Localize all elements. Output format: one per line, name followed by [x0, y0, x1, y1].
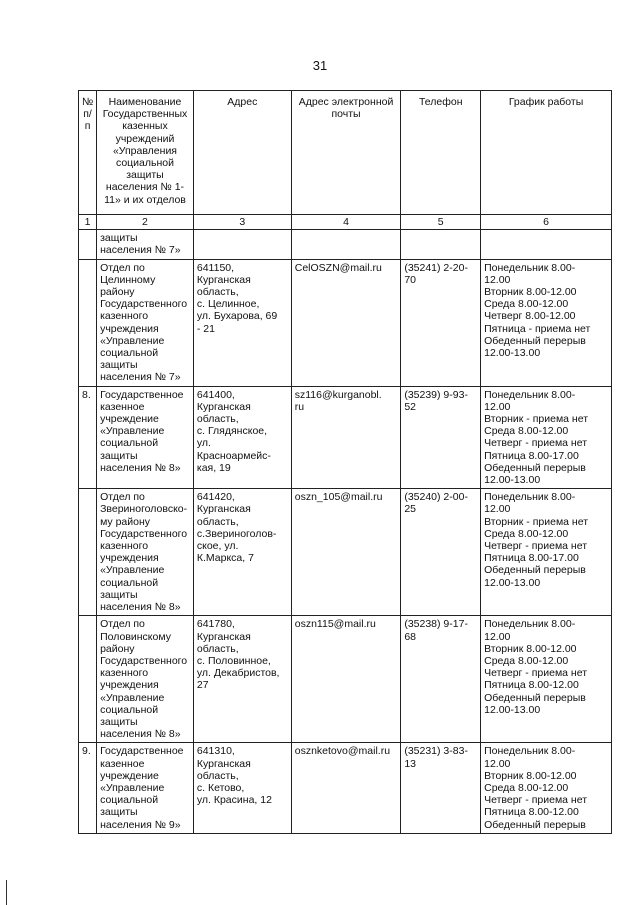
cell-schedule: Понедельник 8.00- 12.00 Вторник - приема нет Среда 8.00-12.00 Четверг - приема нет Пятница 8.00-17.00 Обеденный перерыв 12.00-13.00 — [481, 489, 612, 616]
cell-schedule: Понедельник 8.00- 12.00 Вторник - приема нет Среда 8.00-12.00 Четверг - приема нет Пятница 8.00-17.00 Обеденный перерыв 12.00-13.00 — [481, 386, 612, 489]
table-header-row — [79, 91, 612, 215]
cell-number: 9. — [79, 743, 97, 833]
page-number: 31 — [312, 58, 328, 73]
offices-table — [78, 90, 612, 834]
cell-email — [291, 230, 401, 259]
cell-schedule: Понедельник 8.00- 12.00 Вторник 8.00-12.00 Среда 8.00-12.00 Четверг 8.00-12.00 Пятница - приема нет Обеденный перерыв 12.00-13.00 — [481, 259, 612, 386]
cell-email: oszn115@mail.ru — [291, 616, 401, 743]
cell-address: 641780, Курганская область, с. Половинное, ул. Декабристов, 27 — [193, 616, 291, 743]
cell-schedule — [481, 230, 612, 259]
cell-name: Отдел по Половинскому району Государственного казенного учреждения «Управление социальной защиты населения № 8» — [97, 616, 194, 743]
cell-name: Отдел по Целинному району Государственного казенного учреждения «Управление социальной защиты населения № 7» — [97, 259, 194, 386]
table-row — [79, 259, 612, 386]
cell-schedule: Понедельник 8.00- 12.00 Вторник 8.00-12.00 Среда 8.00-12.00 Четверг - приема нет Пятница 8.00-12.00 Обеденный перерыв 12.00-13.00 — [481, 616, 612, 743]
column-number: 6 — [481, 215, 612, 230]
column-number: 5 — [401, 215, 481, 230]
cell-name: Отдел по Звериноголовско- му району Государственного казенного учреждения «Управление социальной защиты населения № 8» — [97, 489, 194, 616]
scan-margin-line — [6, 880, 7, 905]
cell-email: CelOSZN@mail.ru — [291, 259, 401, 386]
header-phone: Телефон — [401, 91, 481, 215]
cell-address: 641150, Курганская область, с. Целинное, ул. Бухарова, 69 - 21 — [193, 259, 291, 386]
column-number: 2 — [97, 215, 194, 230]
cell-address: 641420, Курганская область, с.Звериноголов- ское, ул. К.Маркса, 7 — [193, 489, 291, 616]
cell-number — [79, 616, 97, 743]
column-number: 3 — [193, 215, 291, 230]
cell-phone: (35240) 2-00- 25 — [401, 489, 481, 616]
cell-email: sz116@kurganobl. ru — [291, 386, 401, 489]
cell-name: защиты населения № 7» — [97, 230, 194, 259]
table-row — [79, 230, 612, 259]
cell-name: Государственное казенное учреждение «Управление социальной защиты населения № 8» — [97, 386, 194, 489]
table-row — [79, 616, 612, 743]
cell-phone — [401, 230, 481, 259]
table-row — [79, 489, 612, 616]
cell-number — [79, 259, 97, 386]
cell-address: 641400, Курганская область, с. Глядянское, ул. Красноармейс- кая, 19 — [193, 386, 291, 489]
cell-phone: (35241) 2-20- 70 — [401, 259, 481, 386]
cell-address — [193, 230, 291, 259]
cell-phone: (35239) 9-93- 52 — [401, 386, 481, 489]
cell-phone: (35231) 3-83- 13 — [401, 743, 481, 833]
cell-schedule: Понедельник 8.00- 12.00 Вторник 8.00-12.00 Среда 8.00-12.00 Четверг - приема нет Пятница 8.00-12.00 Обеденный перерыв — [481, 743, 612, 833]
column-number-row — [79, 215, 612, 230]
cell-number — [79, 489, 97, 616]
header-number: № п/п — [79, 91, 97, 215]
cell-number: 8. — [79, 386, 97, 489]
table-row — [79, 743, 612, 833]
cell-phone: (35238) 9-17- 68 — [401, 616, 481, 743]
header-name: Наименование Государственных казенных учреждений «Управления социальной защиты населения № 1- 11» и их отделов — [97, 91, 194, 215]
cell-address: 641310, Курганская область, с. Кетово, ул. Красина, 12 — [193, 743, 291, 833]
header-email: Адрес электронной почты — [291, 91, 401, 215]
column-number: 4 — [291, 215, 401, 230]
header-address: Адрес — [193, 91, 291, 215]
cell-email: osznketovo@mail.ru — [291, 743, 401, 833]
cell-number — [79, 230, 97, 259]
header-schedule: График работы — [481, 91, 612, 215]
cell-email: oszn_105@mail.ru — [291, 489, 401, 616]
column-number: 1 — [79, 215, 97, 230]
cell-name: Государственное казенное учреждение «Управление социальной защиты населения № 9» — [97, 743, 194, 833]
table-row — [79, 386, 612, 489]
